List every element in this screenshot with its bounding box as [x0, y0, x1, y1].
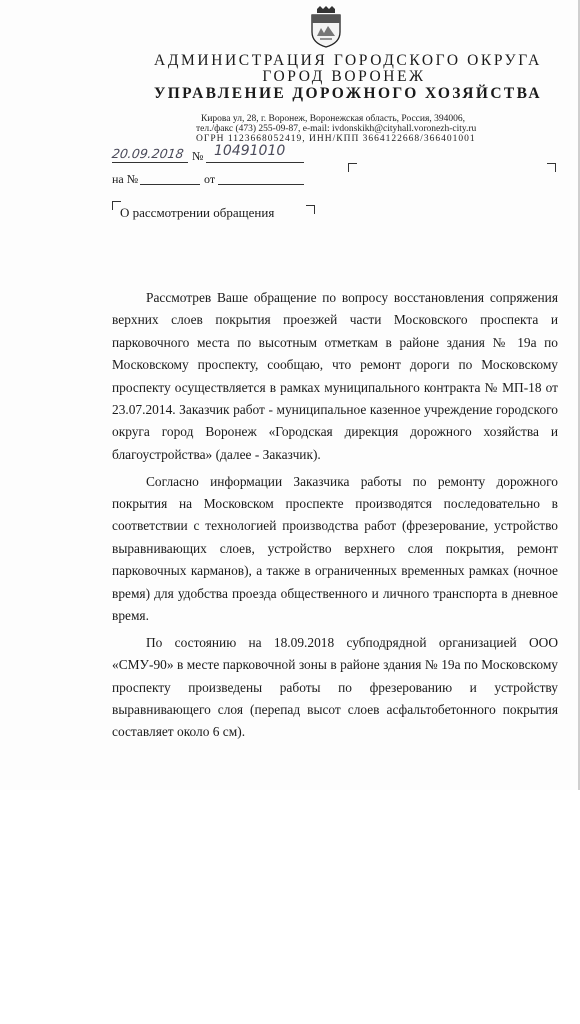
- letterhead-department: УПРАВЛЕНИЕ ДОРОЖНОГО ХОЗЯЙСТВА: [153, 85, 543, 102]
- letter-body: [112, 287, 558, 748]
- subject-corner-right: [306, 205, 315, 214]
- reference-prefix: на №: [112, 172, 139, 186]
- addressee-corner-right: [547, 163, 556, 172]
- date-underline: [112, 162, 188, 163]
- reference-number-underline: [140, 184, 200, 185]
- letterhead-registry: ОГРН 1123668052419, ИНН/КПП 3664122668/366401001: [196, 134, 476, 144]
- subject-line: О рассмотрении обращения: [120, 205, 275, 220]
- number-sign: №: [192, 149, 204, 163]
- body-paragraph-1: Рассмотрев Ваше обращение по вопросу восстановления сопряжения верхних слоев покрытия проезжей части Московского проспекта и парковочного места по высотным отметкам в районе здания № 19а по Московскому проспекту, сообщаю, что ремонт дороги по Московскому проспекту осуществляется в рамках муниципального контракта № МП-18 от 23.07.2014. Заказчик работ - муниципальное казенное учреждение городского округа город Воронеж «Городская дирекция дорожного хозяйства и благоустройства» (далее - Заказчик).: [112, 290, 558, 462]
- letterhead-address: Кирова ул, 28, г. Воронеж, Воронежская область, Россия, 394006,: [201, 114, 465, 124]
- coat-of-arms-icon: [309, 6, 343, 48]
- body-paragraph-3: По состоянию на 18.09.2018 субподрядной организацией ООО «СМУ-90» в месте парковочной зоны в районе здания № 19а по Московскому проспекту произведены работы по фрезерованию и устройству выравнивающего слоя (перепад высот слоев асфальтобетонного покрытия составляет около 6 см).: [112, 634, 558, 740]
- letterhead-line-2: ГОРОД ВОРОНЕЖ: [262, 68, 426, 85]
- letterhead-contacts: тел./факс (473) 255-09-87, e-mail: ivdonskikh@cityhall.voronezh-city.ru: [196, 124, 477, 134]
- addressee-corner-left: [348, 163, 357, 172]
- reference-date-underline: [218, 184, 304, 185]
- reference-from: от: [204, 172, 216, 186]
- body-paragraph-2: Согласно информации Заказчика работы по ремонту дорожного покрытия на Московском проспекте производятся последовательно в соответствии с технологией производства работ (фрезерование, устройство выравнивающих слоев, устройство верхнего слоя покрытия, ремонт парковочных карманов), а также в ограниченных временных рамках (ночное время) для удобства проезда общественного и личного транспорта в дневное время.: [112, 473, 558, 623]
- outgoing-number: 10491010: [214, 143, 286, 159]
- number-underline: [206, 162, 304, 163]
- outgoing-date: 20.09.2018: [110, 146, 185, 161]
- letterhead-line-1: АДМИНИСТРАЦИЯ ГОРОДСКОГО ОКРУГА: [154, 52, 542, 69]
